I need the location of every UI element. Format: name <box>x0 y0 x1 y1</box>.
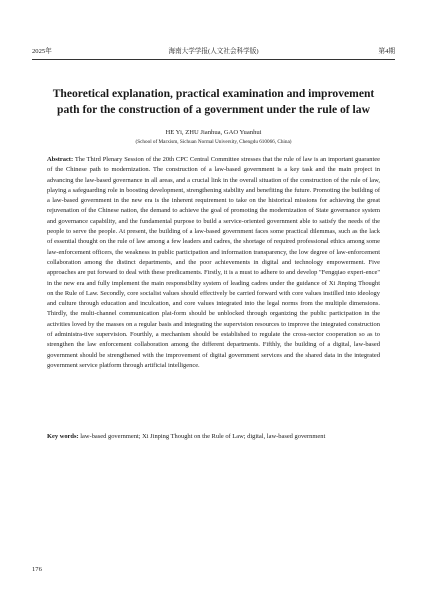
header-issue: 第4期 <box>378 48 395 55</box>
abstract-label: Abstract: <box>47 156 74 163</box>
paper-title: Theoretical explanation, practical examination and improvement path for the construction of a government under the rule of law <box>52 87 375 116</box>
keywords-label: Key words: <box>47 433 79 440</box>
author-affiliation: (School of Marxism, Sichuan Normal University, Chengdu 610066, China) <box>135 139 292 145</box>
running-header <box>32 47 395 57</box>
keywords-text: law-based government; Xi Jinping Thought on the Rule of Law; digital, law-based government <box>80 433 326 440</box>
abstract-text: The Third Plenary Session of the 20th CPC Central Committee stresses that the rule of law is an important guarantee of the Chinese path to modernization. The construction of a law-based government is a key task and the main project in advancing the law-based governance in all areas, and a crucial link in the overall situation of the construction of the rule of law, playing a safeguarding role in boosting development, strengthening stability and benefiting the future. Promoting the building of a law-based government in the new era is the inherent requirement to take on the historical missions for achieving the great rejuvenation of the Chinese nation, the demand to achieve the goal of promoting the modernization of State governance system and governance capability, and the fundamental purpose to build a service-oriented government able to satisfy the needs of the people to serve the people. At present, the building of a law-based government faces some practical dilemmas, such as the lack of essential thought on the rule of law among a few leaders and cadres, the shortage of required professional ethics among some law-enforcement officers, the weakness in public participation and information transparency, the low degree of law-enforcement collaboration among the distinct departments, and the poor achievements in digital and technology empowerment. Five approaches are put forward to deal with these predicaments. Firstly, it is a must to adhere to and develop "Fengqiao experi-ence" in the new era and fully implement the main responsibility system of leading cadres under the guidance of Xi Jinping Thought on the Rule of Law. Secondly, core socialist values should effectively be carried forward with core values instilled into ideology and culture through education and inculcation, and core values integrated into the legal norms from the multiple dimensions. Thirdly, the multi-channel communication plat-form should be unblocked through organizing the public participation in the activities loved by the masses on a regular basis and integrating the supervision resources to improve the integrated construction of administra-tive supervision. Fourthly, a mechanism should be established to regulate the cross-sector cooperation so as to strengthen the law enforcement collaboration among the different departments. Fifthly, the building of a digital, law-based government should be strengthened with the improvement of digital government services and the shared data in the integrated government service platform through artificial intelligence. <box>47 156 380 369</box>
abstract <box>47 155 380 371</box>
header-rule <box>32 59 395 60</box>
header-year: 2025年 <box>32 48 52 55</box>
keywords <box>47 432 380 442</box>
author-list: HE Yi, ZHU Jianhua, GAO Yuanhui <box>165 129 262 136</box>
header-journal: 海南大学学报(人文社会科学版) <box>168 48 259 55</box>
page-number: 176 <box>32 566 42 573</box>
